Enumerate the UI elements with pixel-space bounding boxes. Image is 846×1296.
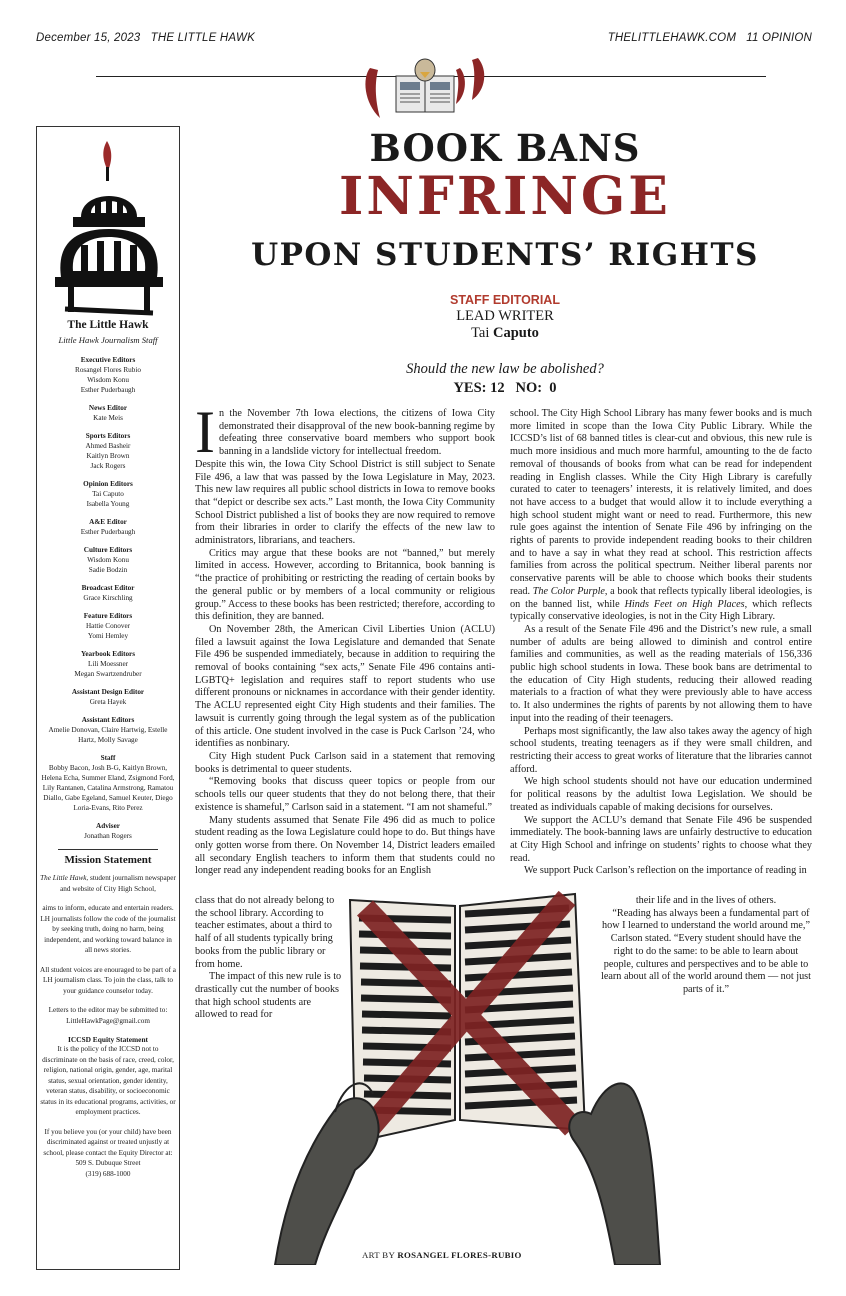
article-paragraph: On November 28th, the American Civil Liberties Union (ACLU) filed a lawsuit against the Iowa Legislature and demanded that Senate File 496 be suspended immediately, because in addition to requiring the removal of books containing “sex acts,” Senate File 496 contains anti-LGBTQ+ legislation and requires staff to report students who use different pronouns or nicknames in accordance with their gender identity. The ACLU represented eight City High students and their families. The lawsuit is currently going through the legal system as of the publication of this article. One student involved in the case is Puck Carlson ’24, who identifies as nonbinary. [195, 623, 495, 750]
staff-role-people: Greta Hayek [89, 698, 127, 706]
equity-address: 509 S. Dubuque Street [75, 1159, 141, 1167]
article-paragraph: As a result of the Senate File 496 and the District’s new rule, a small number of adults are being allowed to diminish and control entire families and communities, as well as the reading materials of 156,336 public high school students in Iowa. These book bans are detrimental to the education of City High students, reducing their allowed reading materials to a fraction of what they were previously able to have access to. It also undermines the rights of parents by not allowing them to have input into the reading of their teenagers. [510, 623, 812, 724]
staff-role-title: Feature Editors [83, 612, 133, 620]
mission-heading: Mission Statement [64, 854, 152, 866]
issue-date-paper: December 15, 2023 THE LITTLE HAWK [36, 32, 255, 44]
staff-role-people: Wisdom Konu Sadie Bodzin [87, 556, 129, 574]
article-paragraph: The impact of this new rule is to drastically cut the number of books that high school students are allowed to read for [195, 971, 342, 1021]
staff-role-people: Grace Kirschling [83, 594, 133, 602]
staff-role-title: Executive Editors [80, 356, 136, 364]
staff-role-people: Amelie Donovan, Claire Hartwig, Estelle Hartz, Molly Savage [48, 726, 168, 744]
mission-paragraph-1 [40, 873, 176, 894]
staff-role-people: Bobby Bacon, Josh B-G, Kaitlyn Brown, Helena Echa, Summer Eland, Zsigmond Ford, Lily Rantanen, Catalina Armstrong, Ramatou Diallo, Gabe Egeland, Samuel Keuter, Diego Loria-Evans, Rito Perez [41, 764, 175, 812]
book-title: Hinds Feet on High Places [624, 598, 745, 610]
staff-poll [190, 361, 820, 397]
article-paragraph: Despite this win, the Iowa City School District is still subject to Senate File 496, a law that was passed by the Iowa Legislature in May, 2023. This new law requires all public school districts in Iowa to remove books that “depict or describe sex acts.” Last month, the Iowa City Community School District published a list of books they are now required to remove from their libraries in order to clarify the effects of the new law to administrators, librarians, and teachers. [195, 458, 495, 547]
article-paragraph: Perhaps most significantly, the law also takes away the agency of high school students, treating teenagers as if they were small children, and restricting their access to great works of literature that the libraries cannot afford. [510, 725, 812, 775]
paragraph-text: , a book that reflects typically liberal ideologies, is on the banned list, while [510, 585, 812, 610]
roles-list [40, 355, 176, 841]
staff-role-people: Kate Meis [93, 414, 123, 422]
equity-contact-text: If you believe you (or your child) have been discriminated against or treated unjustly at school, please contact the Equity Director at: [43, 1127, 173, 1157]
staff-role-title: Staff [100, 754, 116, 762]
article-column-1 [195, 399, 495, 878]
article-paragraph: City High student Puck Carlson said in a statement that removing books is detrimental to queer students. [195, 750, 495, 775]
article-paragraph: class that do not already belong to the school library. According to teacher estimates, about a third to half of all students typically bring books from the public library or from home. [195, 895, 335, 970]
article-paragraph [195, 399, 495, 465]
staff-role-people: Ahmed Basheir Kaitlyn Brown Jack Rogers [85, 442, 131, 470]
staff-role-title: Broadcast Editor [81, 584, 135, 592]
mission-text-1: student journalism newspaper and website of City High School, [60, 874, 176, 893]
staff-role-people: Rosangel Flores Rubio Wisdom Konu Esther Puderbaugh [75, 366, 141, 394]
byline [190, 293, 820, 342]
staff-role-title: Culture Editors [83, 546, 133, 554]
article-paragraph: We high school students should not have our education undermined for political reasons by the adultist Iowa Legislation. We should be treated as individuals capable of making decisions for ourselves. [510, 776, 812, 813]
dome-logo-icon [51, 137, 167, 317]
site-page-label: THELITTLEHAWK.COM 11 OPINION [607, 32, 812, 44]
mission-divider [58, 849, 158, 850]
staff-role-title: Opinion Editors [83, 480, 133, 488]
paragraph-text: n the November 7th Iowa elections, the citizens of Iowa City demonstrated their disapproval of the new book-banning regime by defeating three conservative board members who support book banning in a landslide victory for intellectual freedom. [218, 408, 495, 458]
staff-role-title: Yearbook Editors [80, 650, 136, 658]
paper-name-italic: The Little Hawk, [40, 874, 89, 882]
writer-name [190, 325, 820, 342]
staff-role-people: Hattie Conover Yomi Hemley [85, 622, 131, 640]
equity-paragraph-2 [40, 1127, 176, 1180]
equity-phone: (319) 688-1000 [85, 1169, 131, 1178]
article-paragraph: “Reading has always been a fundamental part of how I learned to understand the world around me,” Carlson stated. “Every student should have the right to do the same: to be able to learn about people, cultures and perspectives and to be able to learn about all of the world around them — not just parts of it.” [601, 907, 811, 995]
letters-paragraph: Letters to the editor may be submitted to: LittleHawkPage@gmail.com [48, 1006, 168, 1025]
staff-role-title: A&E Editor [89, 518, 127, 526]
article-paragraph: Many students assumed that Senate File 496 did as much to police student reading as the Iowa Legislature could hope to do. But things have only gotten worse from there. On November 14, District leaders emailed all secondary English teachers to inform them that students could no longer read any independent reading books for an English [195, 814, 495, 877]
wrap-text-right [600, 895, 812, 997]
equity-heading: ICCSD Equity Statement [67, 1035, 149, 1044]
art-credit [360, 1250, 524, 1260]
staff-role-title: Adviser [96, 822, 120, 830]
staff-role-title: Assistant Design Editor [71, 688, 145, 696]
staff-subtitle: Little Hawk Journalism Staff [58, 335, 158, 345]
artist-name: ROSANGEL FLORES-RUBIO [397, 1250, 522, 1260]
article-paragraph [510, 408, 812, 624]
newspaper-feather-icon [360, 48, 490, 124]
headline-line-2: INFRINGE [339, 166, 671, 227]
section-label: STAFF EDITORIAL [450, 293, 560, 307]
book-title: The Color Purple [532, 585, 605, 597]
article-paragraph: We support Puck Carlson’s reflection on the importance of reading in [524, 865, 807, 877]
writer-last-name: Caputo [493, 325, 539, 341]
article-paragraph: “Removing books that discuss queer topics or people from our schools tells our queer students that they do not belong there, that their existence is shameful,” Carlson said in a statement. “I am not shameful.” [195, 776, 495, 813]
equity-paragraph-1: It is the policy of the ICCSD not to discriminate on the basis of race, creed, color, religion, national origin, gender, age, marital status, sexual orientation, gender identity, veteran status, disability, or socioeconomic status in its educational programs, activities, or employment practices. [40, 1045, 176, 1116]
drop-cap: I [195, 399, 215, 465]
lead-writer-label: LEAD WRITER [456, 308, 554, 324]
article-column-2 [510, 408, 812, 878]
mission-paragraph-3: All student voices are enouraged to be part of a LH journalism class. To join the class, talk to your guidance counselor today. [40, 965, 176, 995]
staff-role-people: Tai Caputo Isabella Young [86, 490, 130, 508]
staff-list [40, 319, 176, 1179]
staff-role-title: News Editor [88, 404, 128, 412]
article-paragraph: We support the ACLU’s demand that Senate File 496 be suspended immediately. The book-banning laws are unfairly destructive to education at City High School and infringe on students’ rights to choose what they read. [510, 814, 812, 864]
staff-role-title: Assistant Editors [81, 716, 135, 724]
art-credit-prefix: ART BY [362, 1250, 398, 1260]
headline-line-3: UPON STUDENTS’ RIGHTS [251, 237, 759, 273]
staff-role-title: Sports Editors [85, 432, 131, 440]
writer-first-name: Tai [471, 325, 493, 341]
mission-paragraph-2: aims to inform, educate and entertain readers. LH journalists follow the code of the journalist by seeking truth, doing no harm, being independent, and working toward balance in all news stories. [40, 904, 176, 954]
paper-name: The Little Hawk [67, 319, 149, 331]
paragraph-text: , which reflects typically conservative ideologies, is not in the City High Library. [510, 598, 813, 623]
staff-role-people: Lili Moessner Megan Swartzendruber [74, 660, 142, 678]
wrap-text-left [195, 895, 343, 1022]
paragraph-text: school. The City High School Library has many fewer books and is much more limited in scope than the Iowa City Public Library. While the ICCSD’s list of 68 banned titles is clear-cut and obvious, this new rule is much more insidious and much more harmful, amounting to the de facto removal of thousands of books from what can be read for independent reading in English classes. While the City High Library is carefully curated to cater to teenagers’ interests, it is relatively limited, and does not have access to a budget that would allow it to include everything a high school student might want or need to read. Furthermore, this new rule goes against the intention of Senate File 496 by infringing on the rights of parents to provide independent reading books to their children and to have a say in what they read at school. This restriction affects families from across the political spectrum. Neither liberal parents nor conservative parents will be able to choose which books their students read. [510, 408, 812, 597]
poll-result: YES: 12 NO: 0 [453, 380, 557, 396]
staff-role-people: Esther Puderbaugh [80, 528, 136, 536]
poll-question: Should the new law be abolished? [406, 361, 604, 377]
staff-role-people: Jonathan Rogers [84, 832, 132, 840]
article-paragraph: their life and in the lives of others. [635, 895, 777, 906]
headline-line-1: BOOK BANS [369, 126, 641, 170]
article-paragraph: Critics may argue that these books are not “banned,” but merely limited in access. However, according to Britannica, book banning is “the practice of prohibiting or restricting the reading of certain books by the general public or by members of a local community or religious group.” Access to these books has been restricted; therefore, according to this definition, they are banned. [195, 547, 495, 623]
staff-sidebar [36, 126, 180, 1270]
